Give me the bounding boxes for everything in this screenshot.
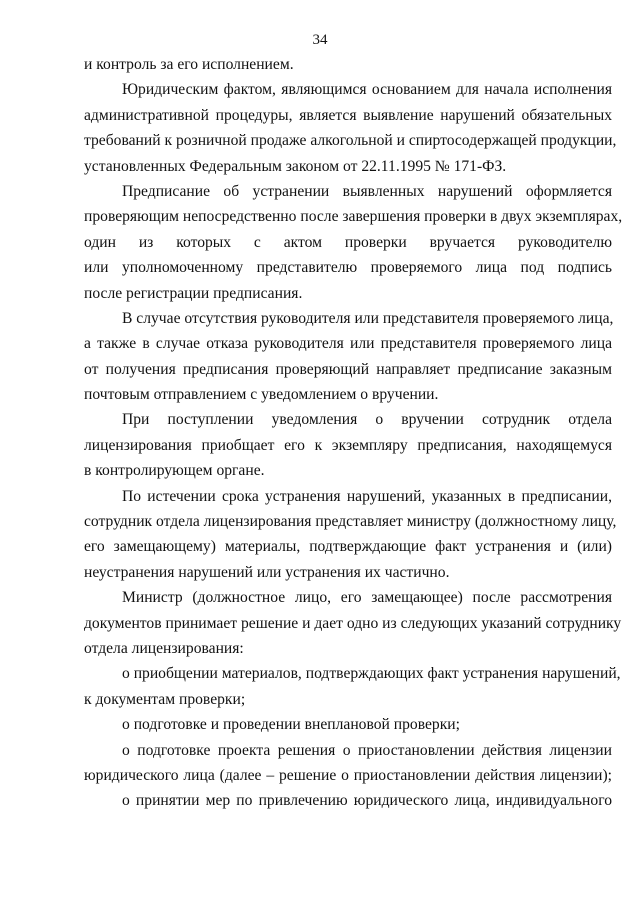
text-line: отдела лицензирования: — [84, 639, 244, 657]
text-line: Юридическим фактом, являющимся основанием для начала исполнения — [122, 81, 612, 99]
text-line: и контроль за его исполнением. — [84, 56, 294, 73]
text-line: При поступлении уведомления о вручении сотрудник отдела — [122, 411, 612, 429]
text-line: о подготовке и проведении внеплановой проверки; — [122, 716, 460, 734]
text-line: документов принимает решение и дает одно из следующих указаний сотруднику — [84, 614, 622, 632]
text-line: В случае отсутствия руководителя или представителя проверяемого лица, — [122, 309, 614, 327]
text-line: Министр (должностное лицо, его замещающее) после рассмотрения — [122, 589, 612, 607]
text-line: сотрудник отдела лицензирования представляет министру (должностному лицу, — [84, 513, 617, 531]
page-number: 34 — [312, 32, 328, 48]
text-line: а также в случае отказа руководителя или представителя проверяемого лица — [84, 335, 612, 353]
text-line: неустранения нарушений или устранения их частично. — [84, 563, 450, 581]
text-line: его замещающему) материалы, подтверждающие факт устранения и (или) — [84, 538, 612, 556]
text-line: проверяющим непосредственно после завершения проверки в двух экземплярах, — [84, 208, 623, 226]
text-line: один из которых с актом проверки вручается руководителю — [84, 233, 612, 251]
text-line: По истечении срока устранения нарушений, указанных в предписании, — [122, 487, 612, 505]
text-line: Предписание об устранении выявленных нарушений оформляется — [122, 182, 612, 200]
document-body — [84, 52, 623, 814]
text-line: требований к розничной продаже алкогольной и спиртосодержащей продукции, — [84, 132, 617, 150]
text-line: о приобщении материалов, подтверждающих факт устранения нарушений, — [122, 665, 621, 683]
text-line: к документам проверки; — [84, 690, 246, 708]
text-line: лицензирования приобщает его к экземпляру предписания, находящемуся — [84, 436, 612, 454]
text-line: о подготовке проекта решения о приостановлении действия лицензии — [122, 741, 612, 759]
text-line: от получения предписания проверяющий направляет предписание заказным — [84, 360, 612, 378]
text-line: установленных Федеральным законом от 22.11.1995 № 171-ФЗ. — [84, 157, 507, 175]
text-line: или уполномоченному представителю проверяемого лица под подпись — [84, 259, 612, 277]
text-line: о принятии мер по привлечению юридического лица, индивидуального — [122, 792, 612, 810]
text-line: в контролирующем органе. — [84, 462, 265, 480]
text-line: административной процедуры, является выявление нарушений обязательных — [84, 106, 612, 124]
text-line: юридического лица (далее – решение о приостановлении действия лицензии); — [84, 766, 612, 784]
text-line: после регистрации предписания. — [84, 284, 303, 302]
text-line: почтовым отправлением с уведомлением о вручении. — [84, 386, 439, 404]
